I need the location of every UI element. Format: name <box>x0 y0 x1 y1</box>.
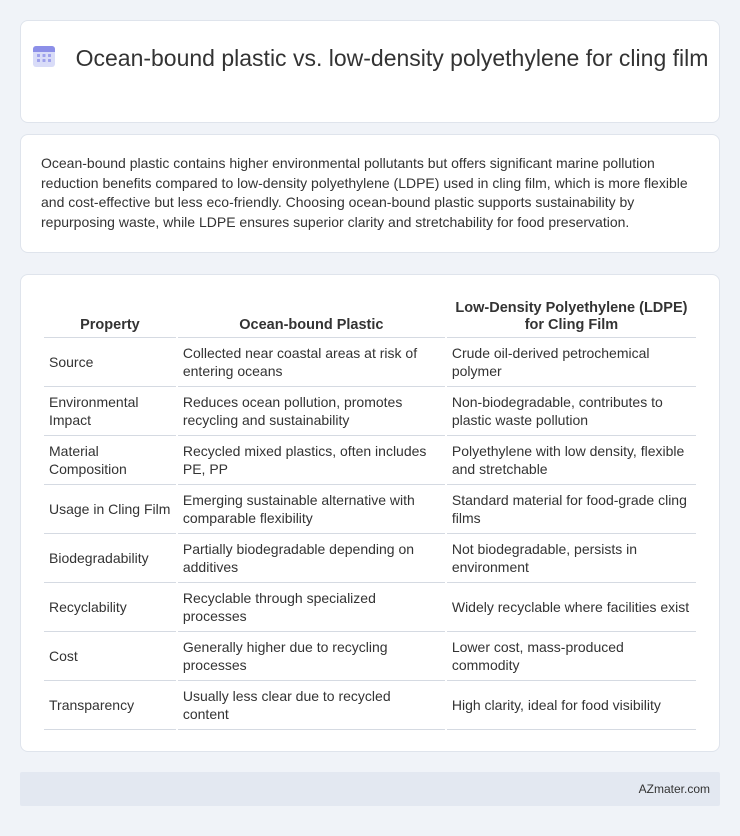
title-wrap <box>21 43 719 73</box>
summary-card <box>20 134 720 253</box>
cell-ocean-bound: Reduces ocean pollution, promotes recycling and sustainability <box>178 387 445 436</box>
cell-property: Transparency <box>44 681 176 730</box>
footer-bar <box>20 772 720 806</box>
table-card <box>20 274 720 752</box>
cell-property: Biodegradability <box>44 534 176 583</box>
column-header-ocean-bound: Ocean-bound Plastic <box>178 296 445 338</box>
cell-ocean-bound: Generally higher due to recycling processes <box>178 632 445 681</box>
footer-site-link[interactable]: AZmater.com <box>638 782 710 796</box>
column-header-ldpe: Low-Density Polyethylene (LDPE) for Cling Film <box>447 296 696 338</box>
cell-property: Recyclability <box>44 583 176 632</box>
cell-ocean-bound: Usually less clear due to recycled content <box>178 681 445 730</box>
comparison-table <box>42 296 698 730</box>
cell-ldpe: Non-biodegradable, contributes to plastic waste pollution <box>447 387 696 436</box>
cell-property: Environmental Impact <box>44 387 176 436</box>
table-header-row <box>44 296 696 338</box>
cell-ocean-bound: Collected near coastal areas at risk of entering oceans <box>178 338 445 387</box>
calendar-icon <box>32 44 56 68</box>
page-title <box>21 43 719 73</box>
title-card <box>20 20 720 123</box>
cell-ldpe: Crude oil-derived petrochemical polymer <box>447 338 696 387</box>
cell-ldpe: Lower cost, mass-produced commodity <box>447 632 696 681</box>
table-row <box>44 583 696 632</box>
column-header-property: Property <box>44 296 176 338</box>
cell-ldpe: Polyethylene with low density, flexible and stretchable <box>447 436 696 485</box>
table-row <box>44 485 696 534</box>
cell-ocean-bound: Emerging sustainable alternative with comparable flexibility <box>178 485 445 534</box>
cell-ldpe: Widely recyclable where facilities exist <box>447 583 696 632</box>
page-title-text: Ocean-bound plastic vs. low-density polyethylene for cling film <box>75 45 709 71</box>
summary-text: Ocean-bound plastic contains higher environmental pollutants but offers significant marine pollution reduction benefits compared to low-density polyethylene (LDPE) used in cling film, which is more flexible and cost-effective but less eco-friendly. Choosing ocean-bound plastic supports sustainability by repurposing waste, while LDPE ensures superior clarity and stretchability for food preservation. <box>41 155 688 230</box>
cell-ldpe: High clarity, ideal for food visibility <box>447 681 696 730</box>
cell-property: Source <box>44 338 176 387</box>
cell-ocean-bound: Partially biodegradable depending on additives <box>178 534 445 583</box>
cell-property: Material Composition <box>44 436 176 485</box>
cell-ldpe: Not biodegradable, persists in environment <box>447 534 696 583</box>
table-row <box>44 632 696 681</box>
table-row <box>44 681 696 730</box>
table-row <box>44 338 696 387</box>
cell-ocean-bound: Recycled mixed plastics, often includes PE, PP <box>178 436 445 485</box>
table-row <box>44 436 696 485</box>
cell-ldpe: Standard material for food-grade cling films <box>447 485 696 534</box>
cell-property: Usage in Cling Film <box>44 485 176 534</box>
cell-ocean-bound: Recyclable through specialized processes <box>178 583 445 632</box>
cell-property: Cost <box>44 632 176 681</box>
table-row <box>44 534 696 583</box>
table-row <box>44 387 696 436</box>
